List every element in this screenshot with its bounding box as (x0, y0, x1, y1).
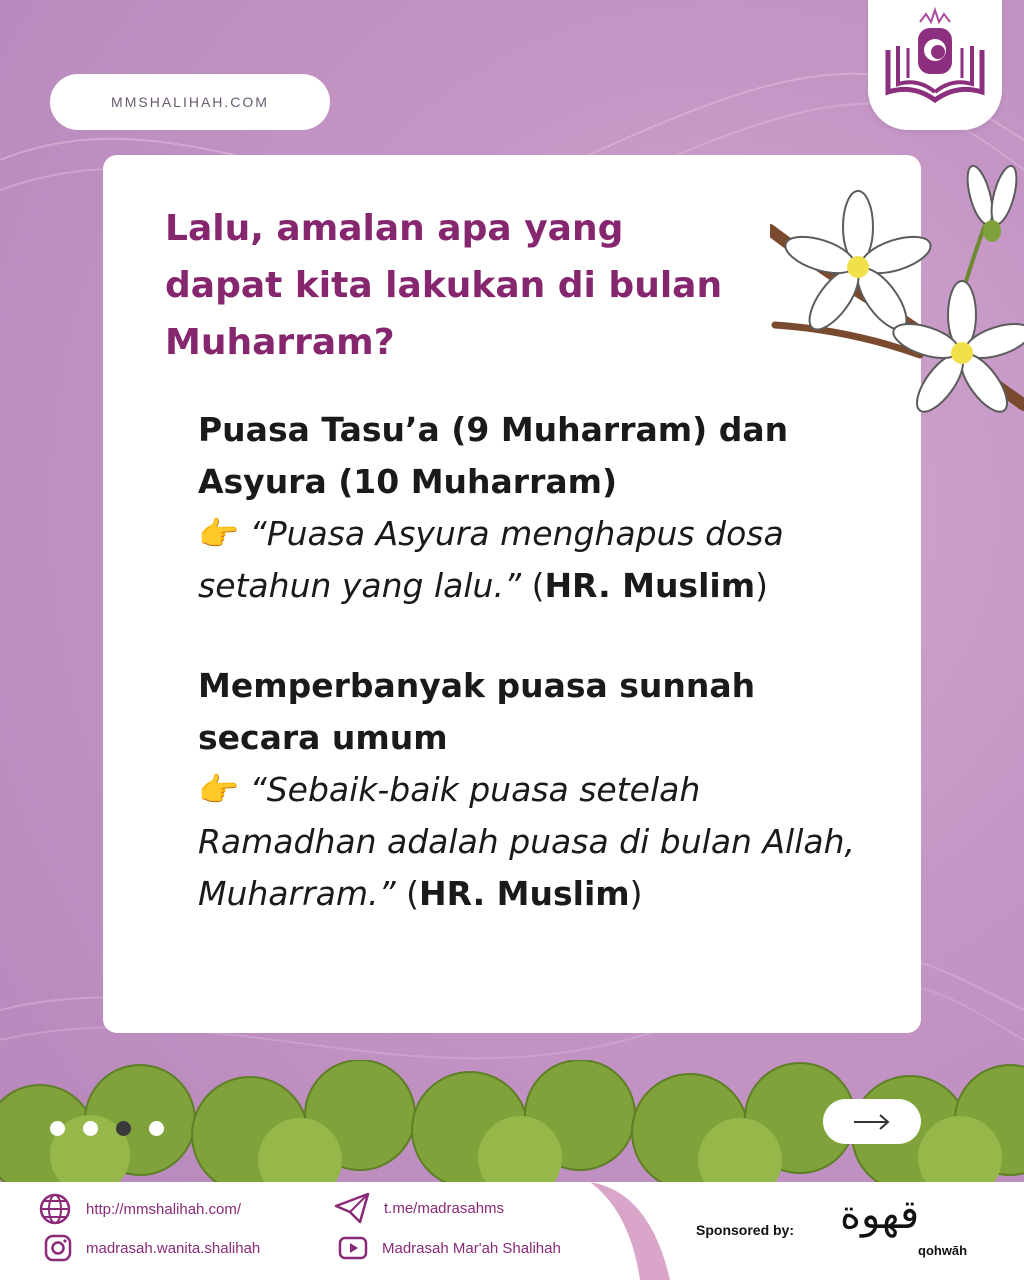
brand-logo (868, 0, 1002, 130)
pointing-hand-icon: 👉 (198, 514, 240, 553)
pagination-dot[interactable] (149, 1121, 164, 1136)
amalan-item-quote-line (198, 508, 878, 612)
pointing-hand-icon: 👉 (198, 770, 240, 809)
flower-branch-icon (770, 155, 1024, 455)
hadith-reference: HR. Muslim (544, 566, 756, 605)
hadith-quote: “Sebaik-baik puasa setelah Ramadhan adalah puasa di bulan Allah, Muharram.” (198, 770, 855, 913)
hadith-reference: HR. Muslim (419, 874, 630, 913)
pagination-dots (50, 1121, 164, 1136)
sponsored-label: Sponsored by: (696, 1222, 795, 1238)
youtube-play-icon (338, 1236, 368, 1260)
reference-close-paren: ) (755, 566, 768, 605)
pagination-dot[interactable] (83, 1121, 98, 1136)
website-pill[interactable] (50, 74, 330, 130)
amalan-item-quote-line (198, 764, 878, 920)
telegram-icon (334, 1192, 370, 1224)
footer-curve-decoration (560, 1182, 700, 1280)
page-title: Lalu, amalan apa yang dapat kita lakukan di bulan Muharram? (165, 208, 723, 363)
book-crown-logo-icon (868, 0, 1002, 130)
amalan-item-title: Puasa Tasu’a (9 Muharram) dan Asyura (10 Muharram) (198, 410, 789, 501)
youtube-channel: Madrasah Mar'ah Shalihah (382, 1239, 561, 1257)
reference-open-paren: ( (406, 874, 419, 913)
reference-open-paren: ( (531, 566, 545, 605)
footer-website-link[interactable] (38, 1192, 241, 1226)
arrow-right-icon (852, 1112, 892, 1132)
hadith-quote: “Puasa Asyura menghapus dosa setahun yang lalu.” (198, 514, 784, 605)
sponsor-name: qohwāh (918, 1243, 968, 1258)
footer-telegram-link[interactable] (334, 1192, 504, 1224)
globe-icon (38, 1192, 72, 1226)
next-button[interactable] (823, 1099, 921, 1144)
reference-close-paren: ) (629, 874, 643, 913)
amalan-item-title: Memperbanyak puasa sunnah secara umum (198, 666, 756, 757)
amalan-item-2 (198, 660, 878, 920)
sponsor-arabic-wordmark: قهوة (840, 1192, 920, 1238)
instagram-icon (44, 1234, 72, 1262)
footer-instagram-link[interactable] (44, 1234, 260, 1262)
pagination-dot[interactable] (50, 1121, 65, 1136)
instagram-handle: madrasah.wanita.shalihah (86, 1239, 261, 1257)
telegram-handle: t.me/madrasahms (384, 1199, 505, 1217)
pagination-dot-active[interactable] (116, 1121, 131, 1136)
website-pill-label: MMSHALIHAH.COM (111, 94, 269, 110)
footer-youtube-link[interactable] (338, 1236, 561, 1260)
website-url: http://mmshalihah.com/ (86, 1200, 242, 1218)
